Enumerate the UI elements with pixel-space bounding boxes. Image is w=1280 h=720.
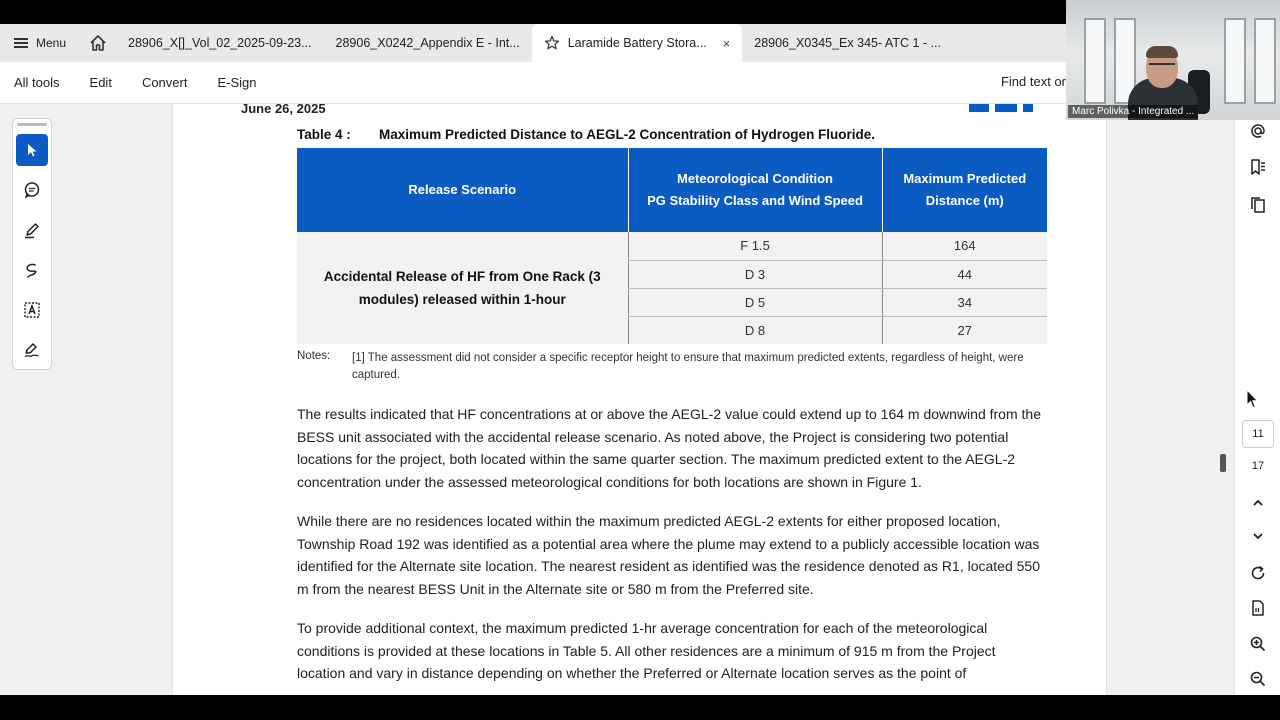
tab-vol-02[interactable] bbox=[116, 24, 324, 62]
scrollbar-thumb[interactable] bbox=[1220, 454, 1226, 472]
at-sign-icon bbox=[1249, 122, 1267, 140]
previous-page-button[interactable] bbox=[1245, 490, 1271, 516]
quick-tools-rail bbox=[12, 118, 52, 370]
hf-distance-table bbox=[297, 148, 1047, 344]
tab-label: 28906_X0242_Appendix E - Int... bbox=[335, 36, 520, 50]
toolbar bbox=[0, 62, 1066, 104]
tab-appendix-e[interactable] bbox=[324, 24, 532, 62]
body-paragraph-2: While there are no residences located within the maximum predicted AEGL-2 extents for either proposed location, Township Road 192 was identified as a potential area where the plume may extend to a publicly accessible location was identified for the Alternate site location. The nearest resident as identified was the residence denoted as R1, located 550 m from the nearest BESS Unit in the Alternate site or 580 m from the Preferred site. bbox=[297, 513, 1040, 598]
text-recognition-tool-button[interactable] bbox=[16, 294, 48, 326]
table-header-row bbox=[297, 148, 1047, 232]
ai-assistant-button[interactable] bbox=[1245, 118, 1271, 144]
signature-pen-icon bbox=[23, 341, 41, 359]
tab-ex-345[interactable] bbox=[742, 24, 953, 62]
table-row bbox=[297, 232, 1047, 260]
pages-panel-button[interactable] bbox=[1245, 192, 1271, 218]
glasses bbox=[1149, 63, 1175, 68]
tab-label: 28906_X0345_Ex 345- ATC 1 - ... bbox=[754, 36, 941, 50]
table-number: Table 4 : bbox=[297, 127, 351, 142]
participant-name: Marc Polivka - Integrated ... bbox=[1068, 105, 1198, 118]
cursor-arrow-icon bbox=[24, 142, 40, 158]
comment-icon bbox=[23, 181, 41, 199]
background-window bbox=[1084, 18, 1106, 104]
header-release-scenario: Release Scenario bbox=[297, 148, 628, 232]
table-notes bbox=[297, 350, 1047, 384]
header-line: Maximum Predicted bbox=[903, 171, 1027, 186]
person-hair bbox=[1146, 46, 1178, 58]
condition-cell: D 8 bbox=[628, 316, 882, 344]
distance-cell: 164 bbox=[882, 232, 1047, 260]
next-page-button[interactable] bbox=[1245, 523, 1271, 549]
notes-label: Notes: bbox=[297, 350, 331, 362]
tab-laramide-battery[interactable] bbox=[532, 24, 743, 62]
notes-text: [1] The assessment did not consider a specific receptor height to ensure that maximum predicted extents, regardless of height, were captured. bbox=[352, 352, 1024, 381]
tab-label: Laramide Battery Stora... bbox=[567, 36, 707, 50]
e-sign-button[interactable]: E-Sign bbox=[217, 75, 257, 90]
zoom-out-icon bbox=[1249, 670, 1267, 688]
body-paragraph-3: To provide additional context, the maximum predicted 1-hr average concentration for each of the meteorological conditions is provided at these locations in Table 5. All other residences are a minimum of 915 m from the Project location and vary in distance depending on whether the Preferred or Alternate location serves as the point of bbox=[297, 620, 996, 682]
menu-label: Menu bbox=[36, 36, 67, 50]
bookmarks-button[interactable] bbox=[1245, 154, 1271, 180]
pen-icon bbox=[23, 221, 41, 239]
bookmark-icon bbox=[1249, 158, 1267, 176]
header-line: PG Stability Class and Wind Speed bbox=[647, 193, 863, 208]
all-tools-button[interactable]: All tools bbox=[14, 75, 60, 90]
text-box-icon bbox=[23, 301, 41, 319]
document-page-icon bbox=[1249, 599, 1267, 617]
header-line: Distance (m) bbox=[925, 193, 1004, 208]
chevron-down-icon bbox=[1251, 529, 1265, 543]
page-info-button[interactable] bbox=[1245, 595, 1271, 621]
condition-cell: D 5 bbox=[628, 288, 882, 316]
distance-cell: 34 bbox=[882, 288, 1047, 316]
close-tab-icon[interactable]: × bbox=[722, 35, 731, 51]
header-meteorological-condition bbox=[628, 148, 882, 232]
document-viewer[interactable] bbox=[0, 104, 1234, 695]
freehand-icon bbox=[23, 261, 41, 279]
current-page-input[interactable]: 11 bbox=[1242, 420, 1274, 448]
table-title: Maximum Predicted Distance to AEGL-2 Concentration of Hydrogen Fluoride. bbox=[379, 127, 876, 142]
highlight-tool-button[interactable] bbox=[16, 214, 48, 246]
zoom-in-button[interactable] bbox=[1245, 631, 1271, 657]
release-scenario-cell: Accidental Release of HF from One Rack (3 modules) released within 1-hour bbox=[297, 232, 628, 344]
tab-label: 28906_X[]_Vol_02_2025-09-23... bbox=[128, 36, 312, 50]
total-pages: 17 bbox=[1251, 460, 1265, 472]
comment-tool-button[interactable] bbox=[16, 174, 48, 206]
drag-handle[interactable] bbox=[17, 123, 47, 126]
select-tool-button[interactable] bbox=[16, 134, 48, 166]
edit-button[interactable]: Edit bbox=[89, 75, 112, 90]
zoom-out-button[interactable] bbox=[1245, 666, 1271, 692]
background-window bbox=[1254, 18, 1276, 104]
home-icon bbox=[89, 34, 107, 52]
hamburger-icon bbox=[14, 38, 28, 48]
menu-button[interactable] bbox=[0, 24, 80, 62]
mouse-cursor-icon bbox=[1246, 389, 1260, 409]
distance-cell: 44 bbox=[882, 260, 1047, 288]
body-paragraph-1: The results indicated that HF concentrations at or above the AEGL-2 value could extend up to 164 m downwind from the BESS unit associated with the accidental release scenario. As noted above, the Project is considering two potential locations for the project, both located within the same quarter section. The maximum predicted extent to the AEGL-2 concentration under the assessed meteorological conditions for both locations are shown in Figure 1. bbox=[297, 406, 1041, 491]
background-window bbox=[1224, 18, 1246, 104]
pdf-page bbox=[172, 104, 1107, 695]
convert-button[interactable]: Convert bbox=[141, 75, 188, 90]
copy-pages-icon bbox=[1249, 196, 1267, 214]
header-maximum-distance bbox=[882, 148, 1047, 232]
sign-tool-button[interactable] bbox=[16, 334, 48, 366]
home-button[interactable] bbox=[80, 24, 116, 62]
star-icon[interactable] bbox=[544, 35, 560, 51]
company-logo bbox=[969, 104, 1039, 112]
chevron-up-icon bbox=[1251, 496, 1265, 510]
tab-bar bbox=[0, 24, 1066, 62]
table-caption bbox=[297, 127, 875, 142]
webcam-video bbox=[1066, 0, 1280, 120]
page-date: June 26, 2025 bbox=[241, 104, 326, 116]
header-line: Meteorological Condition bbox=[677, 171, 833, 186]
rotate-button[interactable] bbox=[1245, 560, 1271, 586]
condition-cell: F 1.5 bbox=[628, 232, 882, 260]
condition-cell: D 3 bbox=[628, 260, 882, 288]
draw-tool-button[interactable] bbox=[16, 254, 48, 286]
zoom-in-icon bbox=[1249, 635, 1267, 653]
refresh-icon bbox=[1249, 564, 1267, 582]
distance-cell: 27 bbox=[882, 316, 1047, 344]
find-text-input[interactable]: Find text or bbox=[1000, 74, 1066, 89]
